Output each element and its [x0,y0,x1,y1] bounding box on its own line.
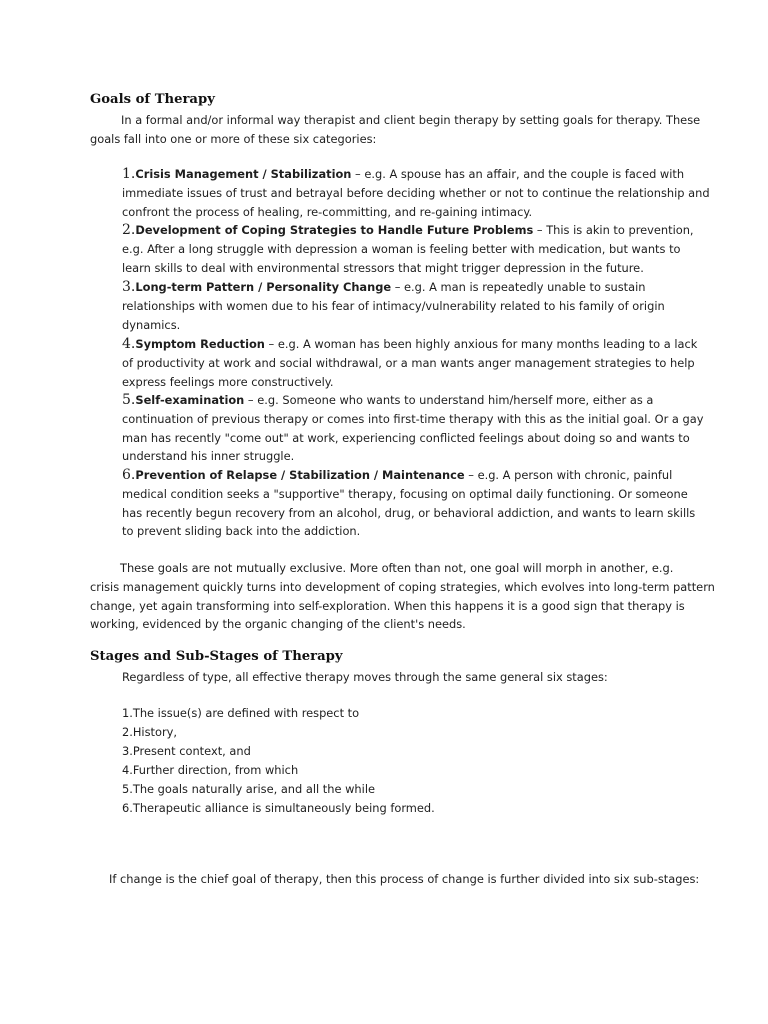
goals-heading: Goals of Therapy [90,92,215,107]
stage-item: 6.Therapeutic alliance is simultaneously being formed. [122,800,435,815]
goal-item-4 [122,335,697,391]
goal-text: – e.g. A man is repeatedly unable to sustain [391,280,646,294]
mutual-line-4: working, evidenced by the organic changing of the client's needs. [90,617,466,632]
stage-item: 3.Present context, and [122,743,251,758]
goal-text: immediate issues of trust and betrayal before deciding whether or not to continue the relationship and [122,185,710,200]
goal-text: understand his inner struggle. [122,449,295,464]
closing-paragraph: If change is the chief goal of therapy, then this process of change is further divided into six sub-stages: [109,872,700,886]
stage-item: 4.Further direction, from which [122,762,299,777]
goal-title: Crisis Management / Stabilization [135,167,352,181]
goal-text: confront the process of healing, re-committing, and re-gaining intimacy. [122,204,533,219]
goal-text: man has recently "come out" at work, experiencing conflicted feelings about doing so and wants to [122,430,690,445]
goal-number: 4. [122,336,136,352]
goal-item-5 [122,391,703,466]
goal-number: 3. [122,279,136,295]
intro-paragraph [90,111,700,149]
goal-title: Symptom Reduction [135,337,265,351]
goal-text: e.g. After a long struggle with depression a woman is feeling better with medication, but wants to [122,241,681,256]
goal-text: – e.g. A woman has been highly anxious for many months leading to a lack [264,337,698,351]
goal-title: Development of Coping Strategies to Handle Future Problems [135,223,534,237]
stage-item: 5.The goals naturally arise, and all the while [122,781,375,796]
goal-title: Prevention of Relapse / Stabilization / Maintenance [135,468,465,482]
stages-list [122,704,435,817]
goal-text: dynamics. [122,317,181,332]
goal-number: 5. [122,392,136,408]
mutual-goals-paragraph [90,559,715,634]
goal-text: has recently begun recovery from an alcohol, drug, or behavioral addiction, and wants to learn skills [122,505,696,520]
mutual-line-3: change, yet again transforming into self-exploration. When this happens it is a good sign that therapy is [90,598,685,613]
stage-item: 1.The issue(s) are defined with respect to [122,706,360,720]
mutual-line-1: These goals are not mutually exclusive. More often than not, one goal will morph in another, e.g. [120,561,674,575]
goal-number: 1. [122,166,136,182]
goal-item-6 [122,466,695,541]
goal-item-2 [122,221,694,277]
mutual-line-2: crisis management quickly turns into development of coping strategies, which evolves into long-term pattern [90,579,715,594]
goal-item-3 [122,278,665,334]
goal-title: Long-term Pattern / Personality Change [135,280,392,294]
goal-text: medical condition seeks a "supportive" therapy, focusing on optimal daily functioning. Or someone [122,486,688,501]
goal-text: continuation of previous therapy or comes into first-time therapy with this as the initial goal. Or a gay [122,411,704,426]
stage-item: 2.History, [122,724,178,739]
goal-text: – e.g. Someone who wants to understand him/herself more, either as a [244,393,654,407]
goal-text: – e.g. A spouse has an affair, and the couple is faced with [351,167,685,181]
goal-number: 2. [122,222,136,238]
intro-line-2: goals fall into one or more of these six categories: [90,131,377,146]
goal-item-1 [122,165,710,221]
goal-title: Self-examination [135,393,245,407]
goal-text: to prevent sliding back into the addiction. [122,524,361,539]
goal-text: learn skills to deal with environmental stressors that might trigger depression in the future. [122,260,644,275]
stages-intro: Regardless of type, all effective therapy moves through the same general six stages: [122,670,608,684]
stages-heading: Stages and Sub-Stages of Therapy [90,649,343,664]
goal-text: – This is akin to prevention, [533,223,694,237]
goal-number: 6. [122,467,136,483]
goal-text: express feelings more constructively. [122,374,334,389]
goal-text: – e.g. A person with chronic, painful [464,468,673,482]
intro-line-1: In a formal and/or informal way therapist and client begin therapy by setting goals for therapy. These [121,113,701,127]
goal-text: of productivity at work and social withdrawal, or a man wants anger management strategies to help [122,355,695,370]
goal-text: relationships with women due to his fear of intimacy/vulnerability related to his family of origin [122,298,665,313]
